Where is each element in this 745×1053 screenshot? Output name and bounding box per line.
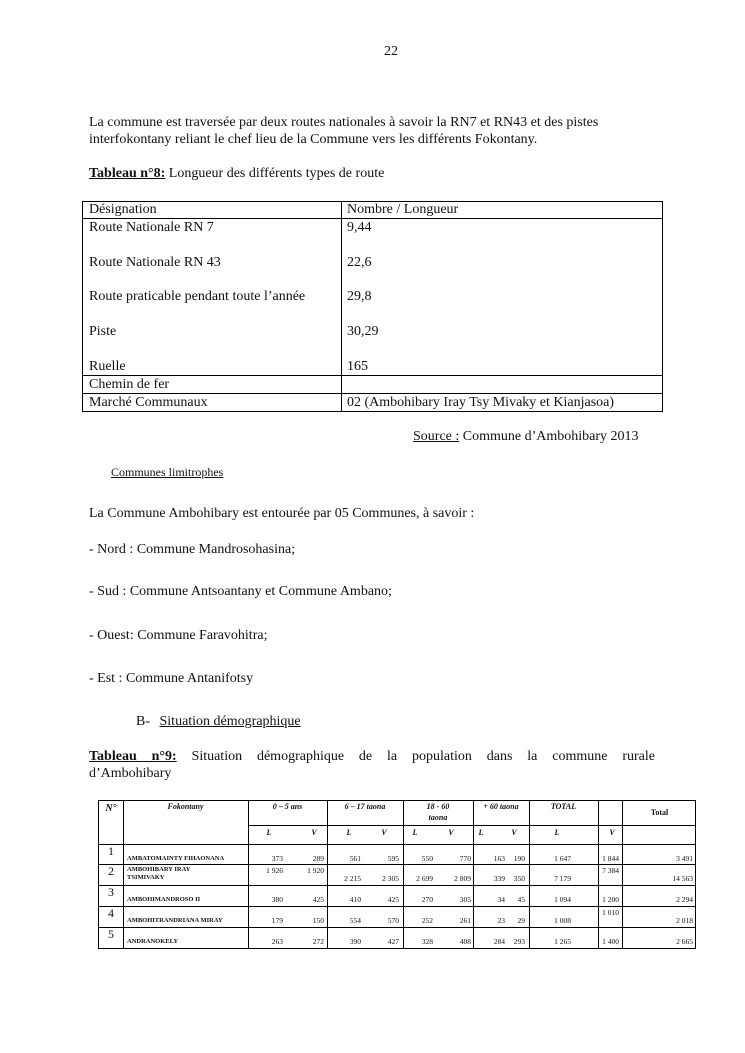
- sub-v-2: V: [381, 828, 387, 837]
- tableau9-label: Tableau n°9:: [89, 749, 177, 764]
- tableau9-cell: 163: [493, 854, 505, 863]
- tableau9-cell: 1 920: [307, 866, 324, 875]
- tableau9-caption-line-2: d’Ambohibary: [89, 766, 172, 781]
- tableau9-fokontany-name: [127, 866, 190, 882]
- tableau8-row-2-designation: Route Nationale RN 43: [89, 255, 221, 270]
- communes-heading: Communes limitrophes: [111, 465, 224, 479]
- tableau9-cell: 305: [459, 895, 471, 904]
- section-b-heading: [136, 714, 301, 730]
- tableau8-row-7-value: 02 (Ambohibary Iray Tsy Mivaky et Kianjasoa): [347, 395, 615, 410]
- tableau9-row-number: 3: [108, 885, 114, 899]
- tableau9-cell: 350: [513, 874, 525, 883]
- sub-v-1: V: [311, 828, 317, 837]
- tableau9-cell: 45: [517, 895, 525, 904]
- tableau8-source: [413, 429, 639, 445]
- tableau9-cell: 2 809: [454, 874, 471, 883]
- tableau9-cell: 284: [493, 937, 505, 946]
- tableau9-header-60plus: + 60 taona: [483, 802, 519, 811]
- tableau9-cell: 554: [349, 916, 361, 925]
- tableau9-cell: 270: [421, 895, 433, 904]
- tableau9-cell: 263: [271, 937, 283, 946]
- tableau9-cell: 7 384: [602, 866, 619, 875]
- tableau9-cell: 570: [387, 916, 399, 925]
- sub-l-4: L: [478, 828, 484, 837]
- tableau9-caption-text: Situation démographique de la population dans la commune rurale: [191, 749, 655, 764]
- commune-sud: - Sud : Commune Antsoantany et Commune Ambano;: [89, 584, 392, 599]
- sub-v-4: V: [511, 828, 517, 837]
- tableau9-cell: 1 094: [554, 895, 571, 904]
- tableau8-table: [82, 201, 663, 412]
- tableau9-table: [98, 800, 696, 949]
- tableau9-header-18-60: 18 - 60: [426, 802, 450, 811]
- tableau8-header-nombre: Nombre / Longueur: [347, 202, 459, 217]
- tableau9-cell: 1 008: [554, 916, 571, 925]
- section-b-prefix: B-: [136, 714, 150, 729]
- tableau9-cell: 23: [497, 916, 505, 925]
- tableau8-row-3-value: 29,8: [347, 289, 372, 304]
- tableau9-header-18-60-taona: taona: [428, 813, 448, 822]
- tableau9-cell: 595: [387, 854, 399, 863]
- tableau9-cell: 252: [421, 916, 433, 925]
- intro-line-1: La commune est traversée par deux routes nationales à savoir la RN7 et RN43 et des pistes: [89, 115, 599, 130]
- tableau8-row-6-designation: Chemin de fer: [89, 377, 170, 392]
- tableau9-row-number: 4: [108, 906, 114, 920]
- commune-est: - Est : Commune Antanifotsy: [89, 671, 254, 686]
- tableau9-cell: 179: [271, 916, 283, 925]
- tableau9-cell: 2 018: [676, 916, 693, 925]
- tableau9-header-total-group: TOTAL: [550, 802, 577, 811]
- tableau9-cell: 390: [349, 937, 361, 946]
- tableau9-cell: 3 491: [676, 854, 693, 863]
- tableau9-cell: 425: [387, 895, 399, 904]
- tableau9-cell: 339: [493, 874, 505, 883]
- tableau9-cell: 1 265: [554, 937, 571, 946]
- tableau9-cell: 2 665: [676, 937, 693, 946]
- tableau9-cell: 272: [312, 937, 324, 946]
- tableau9-cell: 550: [421, 854, 433, 863]
- tableau9-cell: 7 179: [554, 874, 571, 883]
- tableau8-row-4-designation: Piste: [89, 324, 117, 339]
- tableau8-row-1-designation: Route Nationale RN 7: [89, 220, 214, 235]
- tableau9-cell: 261: [459, 916, 471, 925]
- tableau8-row-4-value: 30,29: [347, 324, 379, 339]
- fokontany-name-line-1: AMBOHIBARY IRAY: [127, 866, 191, 873]
- tableau9-fokontany-name: AMBATOMAINTY FIHAONANA: [127, 855, 225, 862]
- tableau9-cell: 190: [513, 854, 525, 863]
- section-b-title: Situation démographique: [159, 714, 301, 729]
- tableau8-row-7-designation: Marché Communaux: [89, 395, 208, 410]
- sub-l-1: L: [266, 828, 272, 837]
- tableau9-cell: 1 200: [602, 895, 619, 904]
- source-text: Commune d’Ambohibary 2013: [462, 429, 639, 444]
- tableau9-row-number: 1: [108, 844, 114, 858]
- tableau9-header-fokontany: Fokontany: [167, 802, 204, 811]
- fokontany-name-line-2: TSIMIVAKY: [127, 874, 165, 881]
- tableau9-cell: 380: [271, 895, 283, 904]
- tableau9-cell: 1 926: [266, 866, 283, 875]
- tableau9-cell: 34: [497, 895, 505, 904]
- tableau9-cell: 770: [459, 854, 471, 863]
- tableau9-cell: 1 400: [602, 937, 619, 946]
- tableau9-cell: 373: [271, 854, 283, 863]
- source-label: Source :: [413, 429, 460, 444]
- tableau8-row-2-value: 22,6: [347, 255, 372, 270]
- tableau8-header-designation: Désignation: [89, 202, 157, 217]
- tableau9-cell: 2 305: [382, 874, 399, 883]
- tableau9-fokontany-name: AMBOHIMANDROSO II: [127, 896, 201, 903]
- tableau9-fokontany-name: AMBOHITRANDRIANA MIRAY: [127, 917, 223, 924]
- tableau9-row-number: 2: [108, 864, 114, 878]
- tableau9-cell: 14 563: [672, 874, 693, 883]
- tableau9-cell: 427: [387, 937, 399, 946]
- sub-v-3: V: [448, 828, 454, 837]
- tableau9-header-total: Total: [650, 808, 669, 817]
- sub-l-2: L: [346, 828, 352, 837]
- tableau9-cell: 1 844: [602, 854, 619, 863]
- tableau9-header-0-5: 0 – 5 ans: [272, 802, 303, 811]
- tableau9-cell: 29: [517, 916, 525, 925]
- tableau8-row-1-value: 9,44: [347, 220, 372, 235]
- tableau9-caption-line-1: [89, 749, 655, 765]
- tableau9-cell: 410: [349, 895, 361, 904]
- commune-nord: - Nord : Commune Mandrosohasina;: [89, 542, 296, 557]
- page-number: 22: [384, 44, 398, 59]
- tableau9-cell: 289: [312, 854, 324, 863]
- sub-l-5: L: [554, 828, 560, 837]
- tableau9-cell: 293: [513, 937, 525, 946]
- tableau9-cell: 2 294: [676, 895, 693, 904]
- tableau9-cell: 408: [459, 937, 471, 946]
- tableau9-cell: 328: [421, 937, 433, 946]
- commune-ouest: - Ouest: Commune Faravohitra;: [89, 628, 268, 643]
- tableau8-row-3-designation: Route praticable pendant toute l’année: [89, 289, 306, 304]
- tableau9-cell: 561: [349, 854, 361, 863]
- tableau9-cell: 150: [312, 916, 324, 925]
- tableau9-cell: 1 010: [602, 908, 619, 917]
- tableau9-row-number: 5: [108, 927, 114, 941]
- sub-v-5: V: [609, 828, 615, 837]
- tableau8-row-5-designation: Ruelle: [89, 359, 126, 374]
- intro-line-2: interfokontany reliant le chef lieu de la Commune vers les différents Fokontany.: [89, 132, 538, 147]
- tableau9-cell: 2 699: [416, 874, 433, 883]
- tableau8-caption-text: Longueur des différents types de route: [168, 166, 385, 181]
- sub-l-3: L: [412, 828, 418, 837]
- tableau9-cell: 425: [312, 895, 324, 904]
- tableau9-cell: 2 215: [344, 874, 361, 883]
- tableau9-header-no: N°: [105, 803, 117, 814]
- communes-intro: La Commune Ambohibary est entourée par 05 Communes, à savoir :: [89, 506, 475, 521]
- tableau8-label: Tableau n°8:: [89, 166, 166, 181]
- tableau8-caption: [89, 166, 384, 182]
- tableau9-cell: 1 647: [554, 854, 571, 863]
- tableau8-row-5-value: 165: [347, 359, 368, 374]
- tableau9-header-6-17: 6 – 17 taona: [344, 802, 386, 811]
- tableau9-fokontany-name: ANDRANOKELY: [127, 938, 179, 945]
